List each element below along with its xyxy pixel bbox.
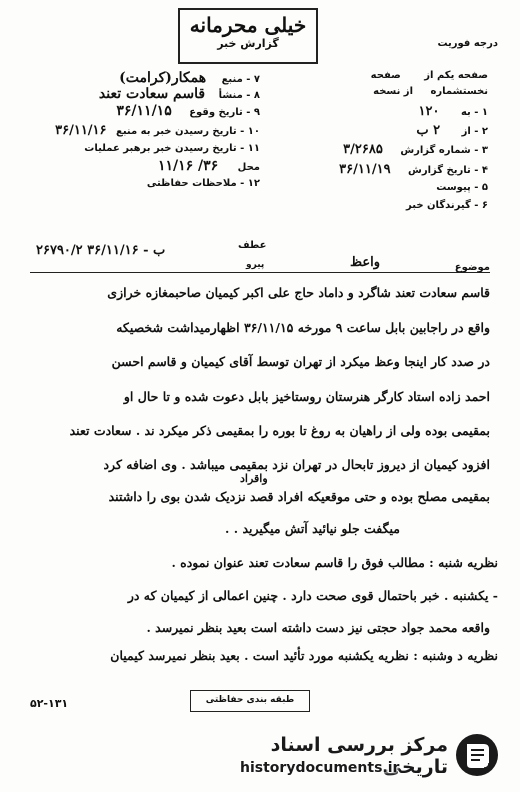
body-line: میگفت جلو نیائید آتش میگیرید . . (225, 521, 400, 536)
field-to (308, 104, 488, 119)
stamp-title: خیلی محرمانه (189, 13, 307, 37)
field-report-date (308, 162, 488, 177)
footer-classification-box: طبقه بندی حفاظتی (190, 690, 310, 712)
document-scroll-icon (454, 732, 500, 778)
note-line: نظریه د وشنبه : نظریه یکشنبه مورد تأئید است . بعید بنظر نمیرسد کیمیان (110, 648, 498, 663)
body-line: احمد زاده استاد کارگر هنرستان روستاخیز بابل دعوت شده و تا حال او (123, 389, 490, 404)
reference-value: ۲۶۷۹۰/۲ ب - ۳۶/۱۱/۱۶ (36, 243, 166, 258)
field-value: از نسخه (373, 86, 413, 97)
field-origin (30, 86, 260, 102)
field-label: ۱۰ - تاریخ رسیدن خبر به منبع (116, 126, 260, 137)
field-label: ۳ - شماره گزارش (400, 145, 488, 156)
field-report-number (308, 142, 488, 157)
field-value: ۳۶/۱۱/۱۵ (116, 103, 172, 119)
field-label: نخستشماره (430, 86, 488, 97)
field-value: ۲ ب (416, 123, 441, 138)
note-line: نظریه شنبه : مطالب فوق را قاسم سعادت تعند عنوان نموده . (171, 555, 498, 570)
watermark-title: مرکز بررسی اسناد تاریخی (270, 734, 448, 778)
field-label: ۴ - تاریخ گزارش (408, 165, 488, 176)
field-value: ۳۶/ ۱۱/۱۶ (157, 158, 219, 174)
reference-label: عطف (238, 240, 267, 251)
body-line: قاسم سعادت تعند شاگرد و داماد حاج علی اکبر کیمیان صاحبمغازه خرازی (107, 285, 490, 300)
field-page (308, 70, 488, 81)
document-number: ۵۲-۱۳۱ (30, 697, 69, 710)
field-value: ۱۲۰ (418, 104, 440, 119)
field-label: صفحه یکم از (424, 70, 488, 81)
note-line: - یکشنبه . خبر باحتمال قوی صحت دارد . چنین اعمالی از کیمیان که در (127, 588, 498, 603)
field-recipients (308, 200, 488, 211)
body-line: افزود کیمیان از دیروز تابحال در تهران نزد بمقیمی میباشد . وی اضافه کرد (103, 457, 490, 472)
field-label: محل (237, 162, 260, 173)
watermark-url: historydocuments.ir (240, 760, 400, 776)
field-label: ۷ - منبع (221, 74, 260, 85)
field-label: ۶ - گیرندگان خبر (406, 200, 488, 211)
field-attachment (308, 182, 488, 193)
field-value: ۳/۲۶۸۵ (343, 142, 383, 157)
classification-stamp (178, 8, 318, 64)
watermark-logo (226, 728, 506, 784)
field-label: ۸ - منشأ (218, 90, 260, 101)
body-line: بمقیمی بوده ولی از راهیان به روغ تا بوره را بمقیمی ذکر میکرد ند . سعادت تعند (69, 423, 490, 438)
field-source (30, 70, 260, 86)
field-place (30, 158, 260, 174)
field-label: ۹ - تاریخ وقوع (189, 107, 260, 118)
field-label: ۱۱ - تاریخ رسیدن خبر برهبر عملیات (84, 143, 260, 154)
subject-value: واعظ (350, 255, 380, 270)
field-copy (308, 86, 488, 97)
field-label: ۲ - از (461, 126, 488, 137)
field-value: ۳۶/۱۱/۱۶ (55, 123, 107, 138)
body-insert: واقراد (240, 472, 268, 485)
field-label: ۱ - به (460, 107, 488, 118)
body-line: در صدد کار اینجا وعظ میکرد از تهران توسط آقای کیمیان و قاسم احسن (111, 354, 490, 369)
field-security-notes (30, 178, 260, 189)
subject-label: موضوع (454, 262, 490, 273)
note-line: واقعه محمد جواد حجتی نیز دست داشته است بعید بنظر نمیرسد . (146, 620, 490, 635)
field-value: قاسم سعادت تعند (98, 86, 206, 102)
field-from (308, 123, 488, 138)
field-label: ۵ - پیوست (436, 182, 488, 193)
field-value: صفحه (370, 70, 401, 81)
field-label: ۱۲ - ملاحظات حفاظتی (146, 178, 260, 189)
field-event-date (30, 103, 260, 119)
field-value: ۳۶/۱۱/۱۹ (339, 162, 391, 177)
subject-rule (30, 272, 490, 273)
field-received-by-source (30, 123, 260, 138)
body-line: بمقیمی مصلح بوده و حتی موقعیکه افراد قصد نزدیک شدن بوی را داشتند (108, 489, 490, 504)
priority-label: درجه فوریت (437, 38, 498, 49)
field-value: همکار(کرامت) (119, 70, 207, 86)
body-line: واقع در راجابین بابل ساعت ۹ مورخه ۳۶/۱۱/۱۵ اظهارمیداشت شخصیکه (116, 320, 490, 335)
stamp-subtitle: گزارش خبر (217, 37, 279, 50)
field-received-by-ops (30, 140, 260, 155)
reference-sublabel: پیرو (246, 260, 265, 270)
